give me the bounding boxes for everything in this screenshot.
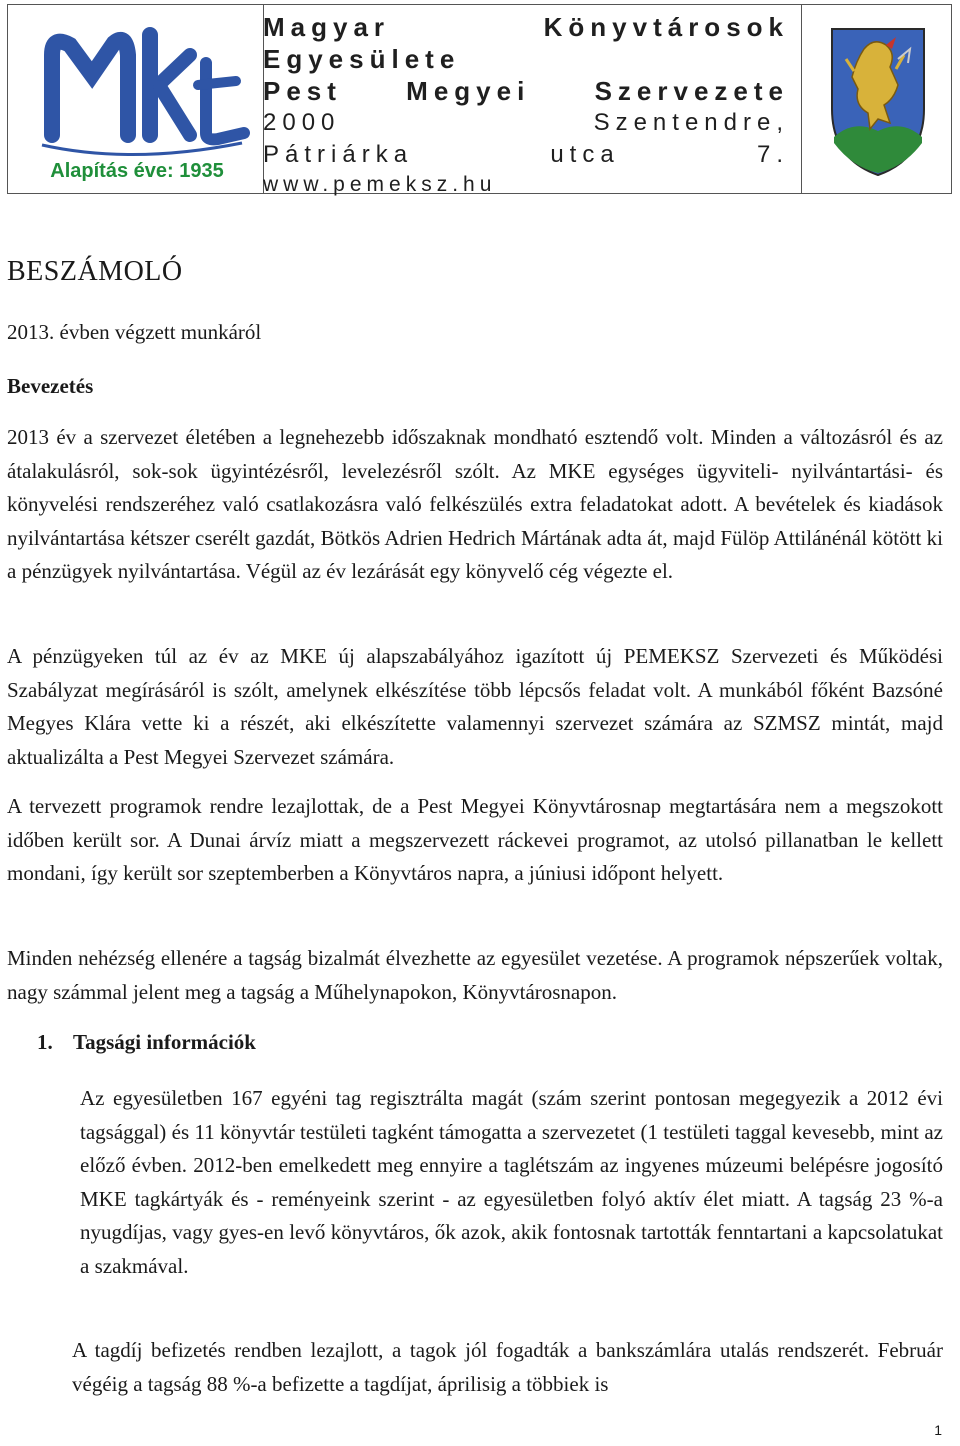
letterhead-table [7, 4, 952, 194]
paragraph-membership-1: Az egyesületben 167 egyéni tag regisztrálta magát (szám szerint pontosan megegyezik a 2012 évi tagsággal) és 11 könyvtár testületi tagként támogatta a szervezetet (1 testületi taggal kevesebb, mint az előző évben. 2012-ben emelkedett meg ennyire a taglétszám az ingyenes múzeumi belépésre jogosító MKE tagkártyák és - reményeink szerint - az egyesületben folyó aktív élet miatt. A tagság 23 %-a nyugdíjas, vagy gyes-en levő könyvtáros, ők azok, akik fontosnak tartották fenntartani a kapcsolatukat a szakmával. [80, 1086, 943, 1278]
org-name-line3 [263, 75, 789, 107]
document-subtitle: 2013. évben végzett munkáról [7, 320, 262, 344]
page-number: 1 [934, 1422, 942, 1438]
address-number: 7. [756, 141, 789, 168]
org-address-line2 [263, 139, 789, 171]
paragraph-intro-1: 2013 év a szervezet életében a legnehezebb időszaknak mondható esztendő volt. Minden a változásról és az átalakulásról, sok-sok ügyintézésről, levelezésről szólt. Az MKE egységes ügyviteli- nyilvántartási- és könyvelési rendszeréhez való csatlakozásra való felkészülés extra feladatokat adott. A bevételek és kiadások nyilvántartása kétszer cserélt gazdát, Bötkös Adrien Hedrich Mártának adta át, majd Fülöp Attilánénál kötött ki a pénzügyek nyilvántartása. Végül az év lezárását egy könyvelő cég végezte el. [7, 425, 943, 583]
org-word-konyvtarosok: Könyvtárosok [543, 12, 789, 42]
org-name-line2 [263, 43, 789, 75]
crest-cell [802, 5, 951, 193]
org-word-megyei: Megyei [406, 76, 531, 106]
logo-tagline: Alapítás éve: 1935 [50, 160, 224, 182]
org-address-line1 [263, 107, 789, 139]
mke-logo [22, 15, 252, 187]
logo-cell [8, 5, 264, 193]
org-word-egyesulete: Egyesülete [263, 44, 461, 74]
paragraph-intro-2: A pénzügyeken túl az év az MKE új alapszabályához igazított új PEMEKSZ Szervezeti és Működési Szabályzat megírásáról is szólt, amelynek elkészítése több lépcsős feladat volt. A munkából főként Bazsóné Megyes Klára vette ki a részét, aki elkészítette valamennyi szervezet számára az SZMSZ mintát, majd aktualizálta a Pest Megyei Szervezet számára. [7, 644, 943, 769]
address-street-name: Pátriárka [263, 141, 414, 168]
paragraph-intro-4: Minden nehézség ellenére a tagság bizalmát élvezhette az egyesület vezetése. A programok népszerűek voltak, nagy számmal jelent meg a tagság a Műhelynapokon, Könyvtárosnapon. [7, 946, 943, 1004]
paragraph-intro-3: A tervezett programok rendre lezajlottak, de a Pest Megyei Könyvtárosnap megtartására nem a megszokott időben került sor. A Dunai árvíz miatt a megszervezett ráckevei programot, az utolsó pillanatban le kellett mondani, így került sor szeptemberben a Könyvtáros napra, a júniusi időpont helyett. [7, 794, 943, 885]
org-website-line [263, 171, 789, 199]
intro-heading: Bevezetés [7, 374, 94, 398]
website-link[interactable]: www.pemeksz.hu [263, 173, 497, 196]
county-crest-icon [824, 19, 932, 179]
org-word-szervezete: Szervezete [594, 76, 789, 106]
org-word-magyar: Magyar [263, 12, 391, 42]
paragraph-membership-2: A tagdíj befizetés rendben lezajlott, a tagok jól fogadták a bankszámlára utalás rendszerét. Február végéig a tagság 88 %-a befizette a tagdíjat, áprilisig a többiek is [72, 1338, 943, 1396]
org-word-pest: Pest [263, 76, 342, 106]
document-title: BESZÁMOLÓ [7, 256, 183, 287]
org-address-block [263, 11, 789, 199]
section-number: 1. [37, 1030, 53, 1054]
section-title: Tagsági információk [73, 1030, 256, 1054]
org-name-line1 [263, 11, 789, 43]
address-city: Szentendre, [593, 109, 789, 136]
address-zip: 2000 [263, 109, 341, 136]
address-street-type: utca [550, 141, 620, 168]
